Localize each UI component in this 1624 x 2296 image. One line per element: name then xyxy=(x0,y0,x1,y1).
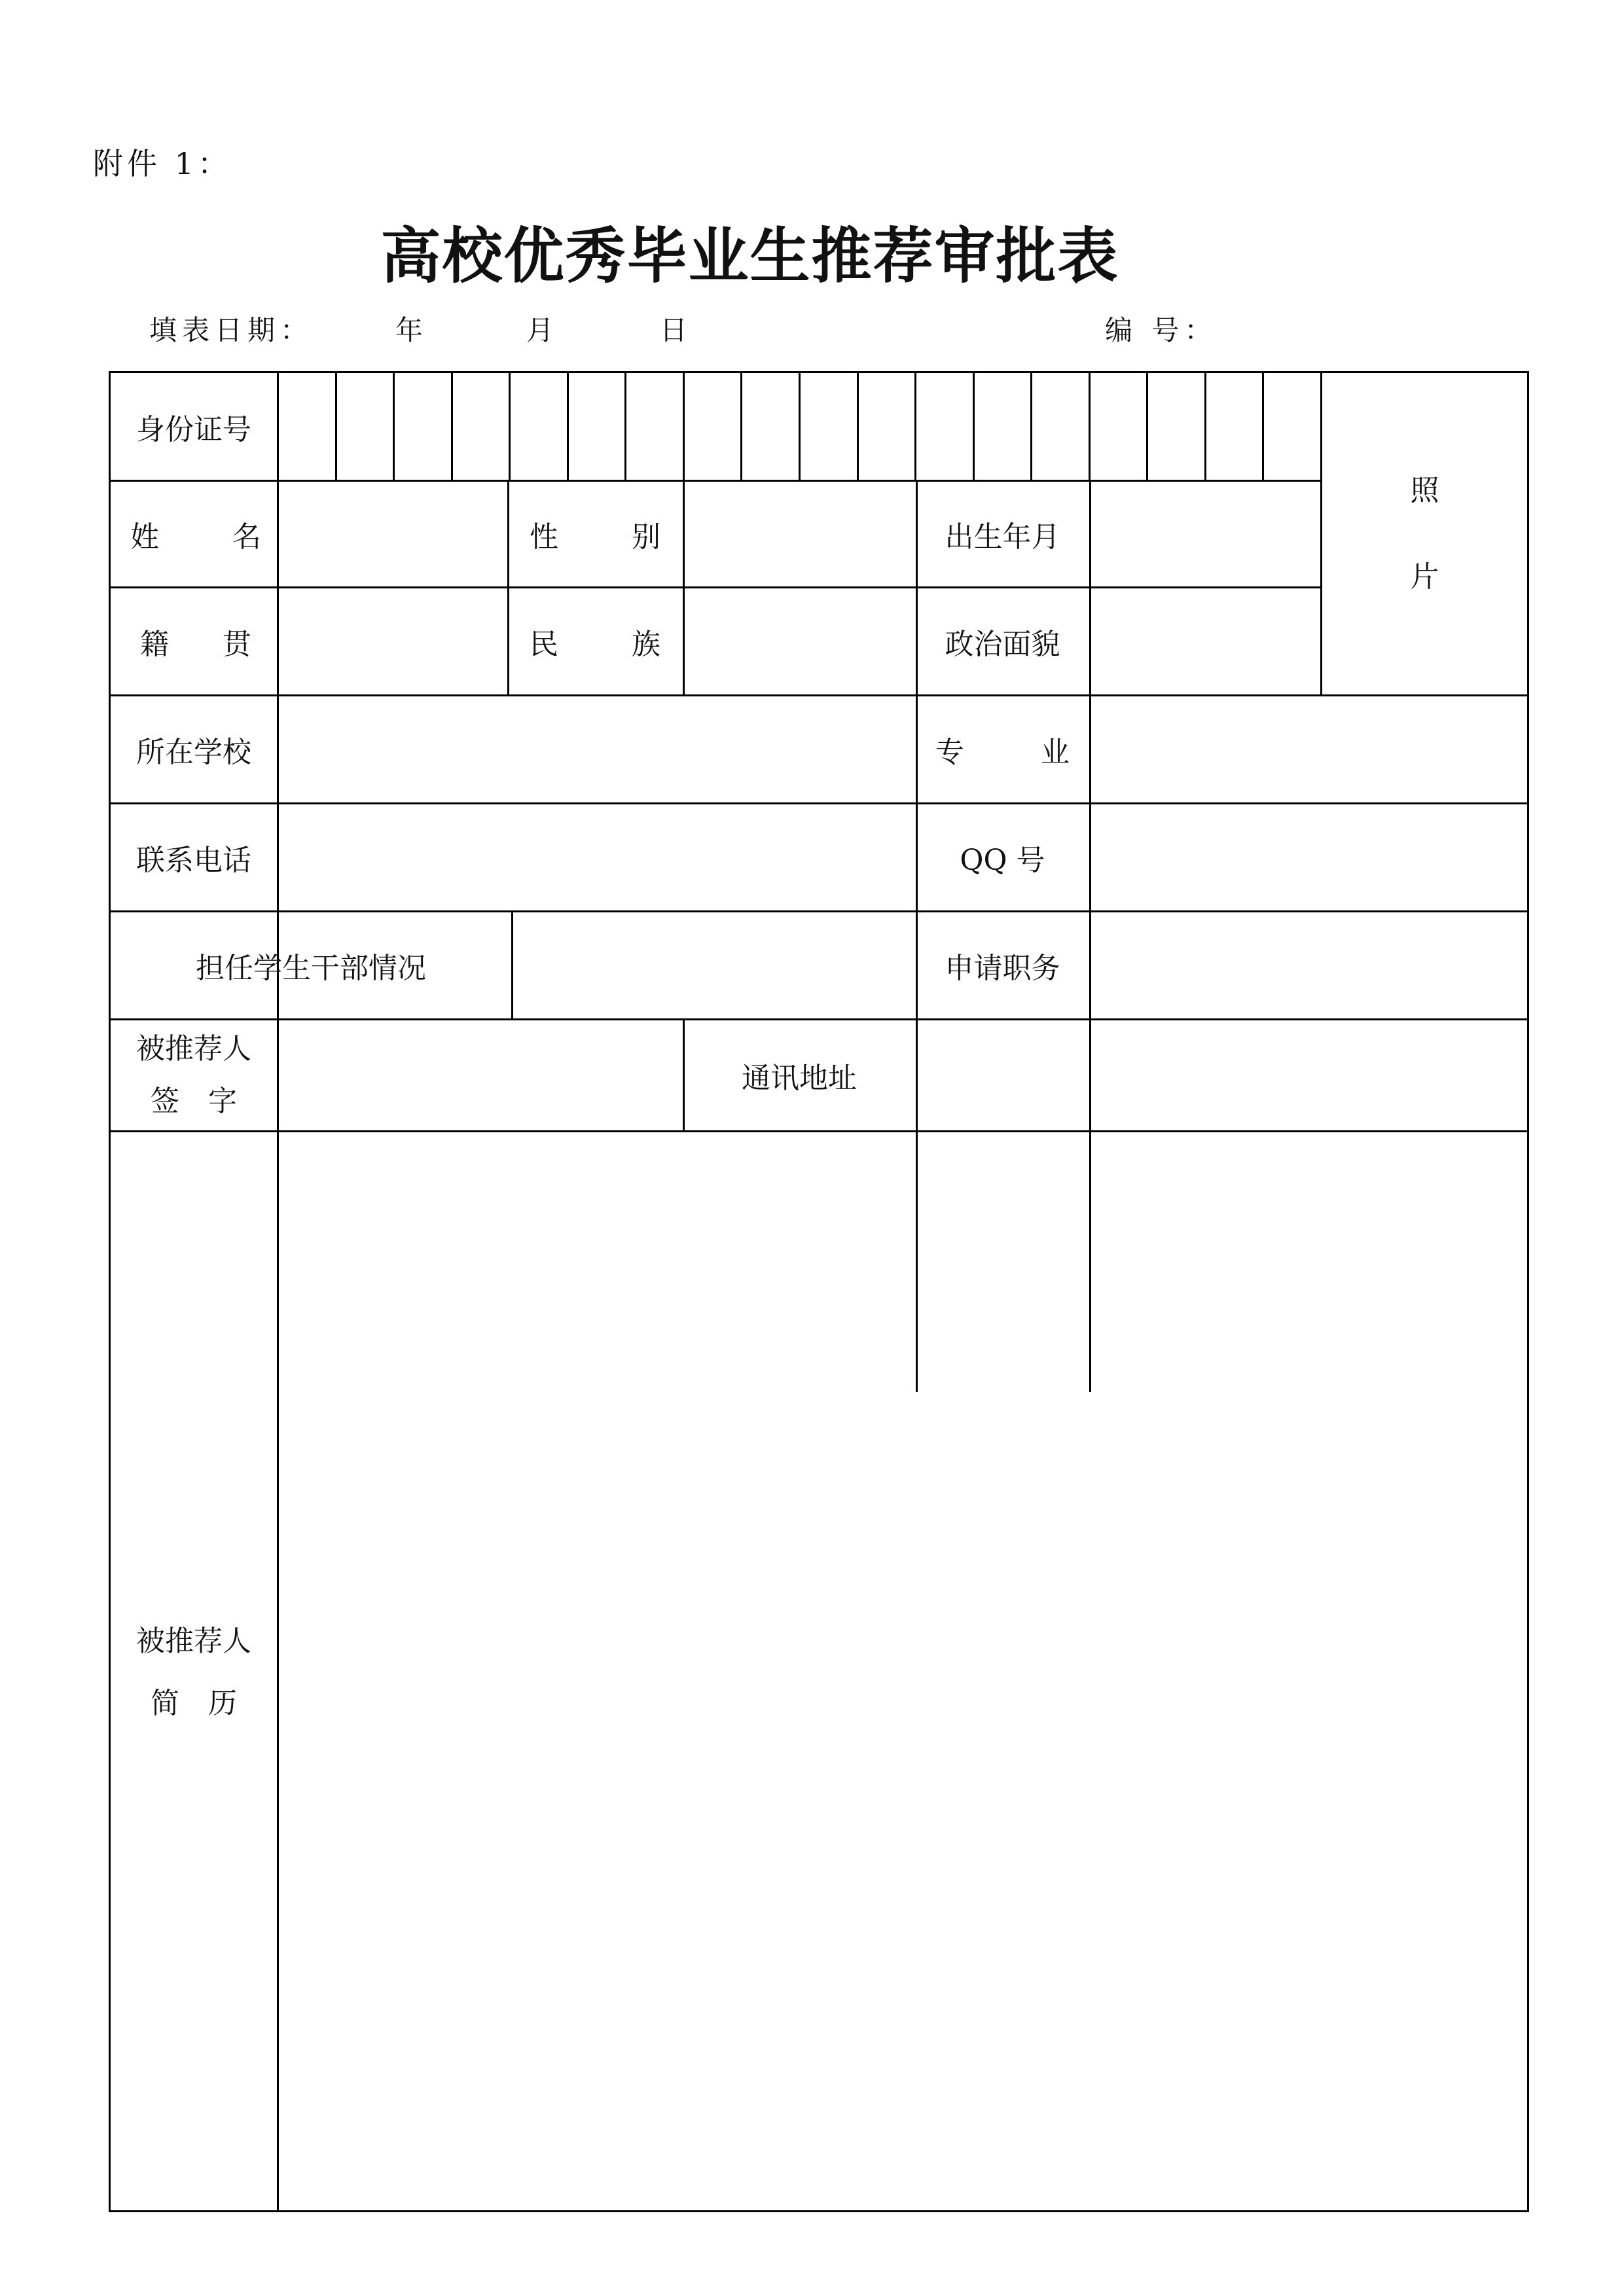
id-digit-divider xyxy=(973,373,975,480)
id-digit-divider xyxy=(1030,373,1032,480)
apply-position-label: 申请职务 xyxy=(945,952,1060,985)
id-digit-divider xyxy=(799,373,801,480)
major-label: 专 业 xyxy=(935,736,1070,769)
birth-label: 出生年月 xyxy=(945,520,1060,554)
month-label: 月 xyxy=(526,314,560,346)
qq-label: QQ 号 xyxy=(960,844,1045,877)
id-digit-divider xyxy=(509,373,511,480)
school-label: 所在学校 xyxy=(136,736,251,769)
id-digit-divider xyxy=(451,373,453,480)
resume-label: 被推荐人 简 历 xyxy=(136,1624,251,1720)
origin-label: 籍 贯 xyxy=(140,628,251,661)
day-label: 日 xyxy=(660,314,693,346)
signature-label: 被推荐人 签 字 xyxy=(136,1032,251,1118)
application-form-table xyxy=(109,371,1529,2212)
id-digit-divider xyxy=(1204,373,1206,480)
year-label: 年 xyxy=(395,314,429,346)
resume-field[interactable] xyxy=(279,1132,1527,2210)
id-digit-divider xyxy=(393,373,395,480)
cadre-label: 担任学生干部情况 xyxy=(196,952,426,985)
attachment-label: 附件 1： xyxy=(93,146,232,181)
political-label: 政治面貌 xyxy=(945,628,1060,661)
id-digit-divider xyxy=(1146,373,1148,480)
id-digit-divider xyxy=(335,373,337,480)
id-digit-divider xyxy=(567,373,569,480)
ethnic-label: 民 族 xyxy=(530,628,660,661)
name-label: 姓 名 xyxy=(130,520,261,554)
gender-label: 性 别 xyxy=(530,520,660,554)
photo-label-2: 片 xyxy=(1410,560,1439,594)
id-digit-divider xyxy=(740,373,742,480)
number-label: 编 号： xyxy=(1105,314,1218,346)
phone-label: 联系电话 xyxy=(136,844,251,877)
page-title: 高校优秀毕业生推荐审批表 xyxy=(380,221,1119,291)
id-number-label: 身份证号 xyxy=(136,412,251,446)
photo-box[interactable] xyxy=(1322,373,1527,694)
id-digit-divider xyxy=(914,373,916,480)
id-digit-divider xyxy=(857,373,859,480)
id-digit-divider xyxy=(1262,373,1264,480)
photo-label-1: 照 xyxy=(1410,473,1439,507)
id-digit-divider xyxy=(1089,373,1091,480)
address-label: 通讯地址 xyxy=(742,1062,857,1095)
fill-date-label: 填表日期： xyxy=(149,314,314,346)
id-digit-divider xyxy=(624,373,626,480)
id-digit-divider xyxy=(683,373,685,480)
